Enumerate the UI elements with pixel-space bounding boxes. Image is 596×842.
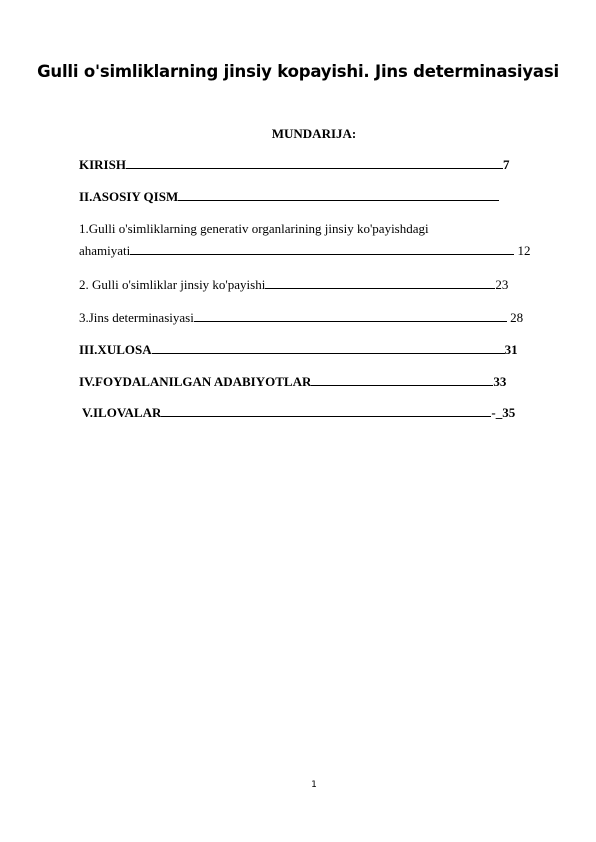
toc-entry-label: 1.Gulli o'simliklarning generativ organlarining jinsiy ko'payishdagi	[79, 221, 429, 236]
toc-entry-page: 31	[504, 342, 518, 357]
toc-entry-page: 33	[493, 374, 507, 389]
toc-entry-ilovalar	[79, 405, 515, 421]
toc-entry-page: 7	[502, 157, 510, 172]
page-number: 1	[311, 780, 317, 790]
leader-line	[311, 374, 493, 386]
toc-entry-page: 12	[514, 243, 531, 258]
leader-line	[265, 277, 495, 289]
toc-entry-page: 28	[506, 310, 524, 325]
toc-entry-page: 23	[495, 277, 509, 292]
toc-entry-jins-determinasiyasi	[79, 310, 523, 326]
toc-entry-xulosa	[79, 342, 518, 358]
toc-entry-generativ	[79, 221, 429, 237]
leader-line	[130, 243, 514, 255]
toc-entry-label: 3.Jins determinasiyasi	[79, 310, 194, 325]
toc-heading: MUNDARIJA:	[271, 126, 357, 141]
leader-line	[152, 342, 505, 354]
leader-line	[194, 310, 507, 322]
toc-entry-label: 2. Gulli o'simliklar jinsiy ko'payishi	[79, 277, 266, 292]
toc-entry-label: V.ILOVALAR	[79, 405, 162, 420]
toc-entry-label: ahamiyati	[79, 243, 131, 258]
toc-entry-asosiy-qism	[79, 189, 499, 205]
toc-entry-label: KIRISH	[79, 157, 126, 172]
leader-line	[178, 189, 499, 201]
leader-line	[161, 405, 491, 417]
toc-entry-label: II.ASOSIY QISM	[79, 189, 179, 204]
document-title: Gulli o'simliklarning jinsiy kopayishi. Jins determinasiyasi	[37, 62, 559, 81]
toc-entry-kirish	[79, 157, 509, 173]
leader-line	[126, 157, 503, 169]
toc-entry-jinsiy-kopayishi	[79, 277, 508, 293]
toc-entry-page: -_35	[491, 405, 516, 420]
toc-entry-label: IV.FOYDALANILGAN ADABIYOTLAR	[79, 374, 312, 389]
toc-entry-ahamiyati	[79, 243, 531, 259]
toc-entry-label: III.XULOSA	[79, 342, 152, 357]
toc-entry-adabiyotlar	[79, 374, 506, 390]
